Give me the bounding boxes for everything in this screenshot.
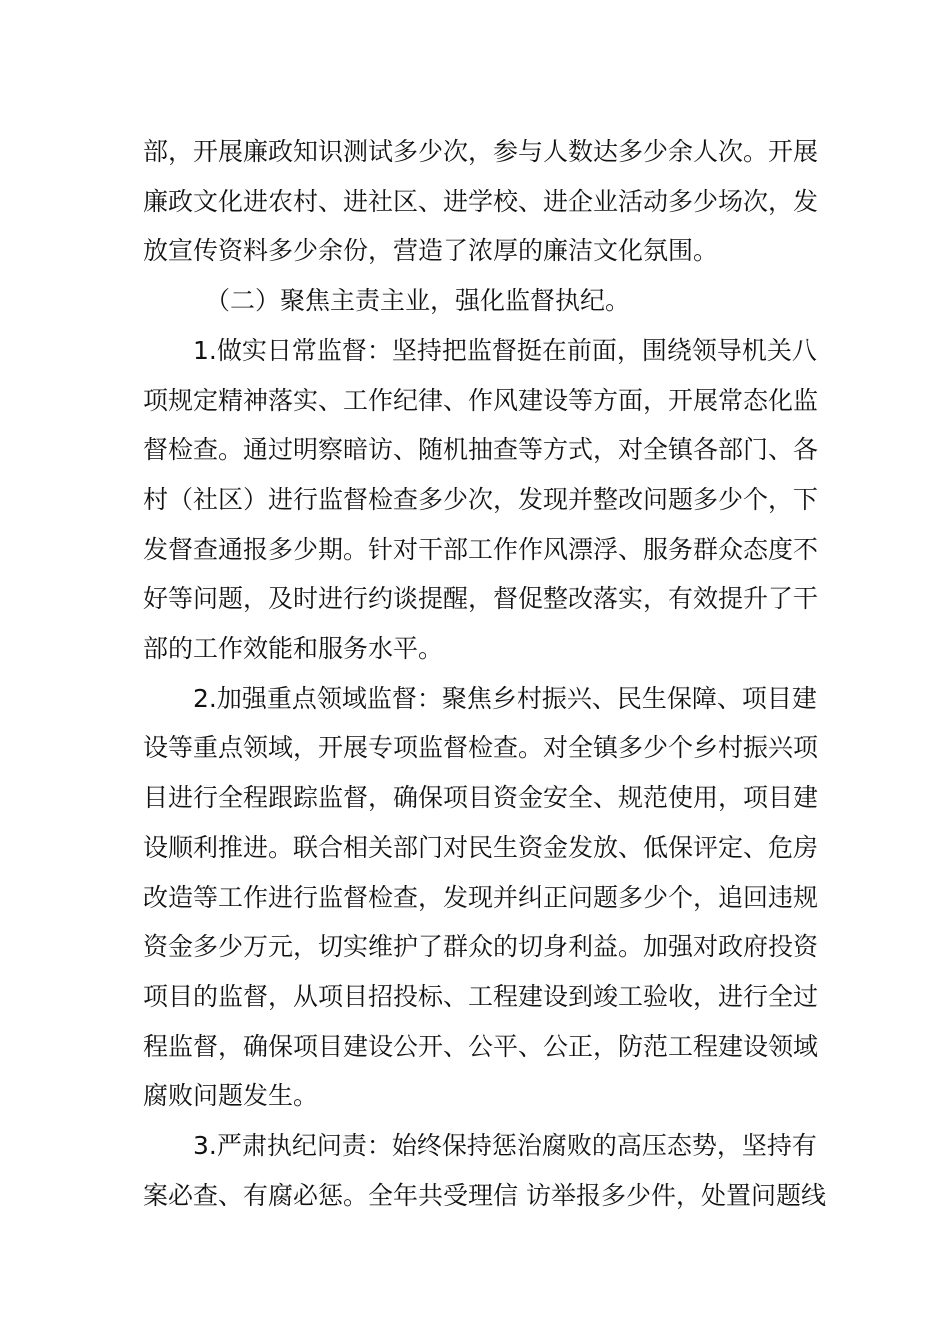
text-line: 好等问题，及时进行约谈提醒，督促整改落实，有效提升了干 [143, 584, 819, 614]
text-line: 发督查通报多少期。针对干部工作作风漂浮、服务群众态度不 [143, 534, 819, 564]
paragraph-item-3 [143, 1121, 826, 1220]
text-line: 腐败问题发生。 [143, 1081, 319, 1111]
text-line: 设顺利推进。联合相关部门对民生资金发放、低保评定、危房 [143, 832, 819, 862]
paragraph-continuation [143, 127, 819, 276]
text-line: 督检查。通过明察暗访、随机抽查等方式，对全镇各部门、各 [143, 435, 819, 465]
text-line: 3.严肃执纪问责：始终保持惩治腐败的高压态势，坚持有 [193, 1131, 817, 1161]
text-line: 改造等工作进行监督检查，发现并纠正问题多少个，追回违规 [143, 882, 819, 912]
document-body [143, 127, 826, 1220]
text-line: 部的工作效能和服务水平。 [143, 634, 444, 664]
text-line: 目进行全程跟踪监督，确保项目资金安全、规范使用，项目建 [143, 783, 819, 813]
text-line: 案必查、有腐必惩。全年共受理信 访举报多少件，处置问题线 [143, 1180, 826, 1210]
text-line: 放宣传资料多少余份，营造了浓厚的廉洁文化氛围。 [143, 236, 719, 266]
text-line: 项规定精神落实、工作纪律、作风建设等方面，开展常态化监 [143, 385, 819, 415]
text-line: 1.做实日常监督：坚持把监督挺在前面，围绕领导机关八 [193, 335, 817, 365]
paragraph-item-2 [143, 674, 819, 1121]
heading-line: （二）聚焦主责主业，强化监督执纪。 [205, 286, 631, 316]
text-line: 2.加强重点领域监督：聚焦乡村振兴、民生保障、项目建 [193, 683, 817, 713]
text-line: 村（社区）进行监督检查多少次，发现并整改问题多少个，下 [143, 484, 819, 514]
text-line: 项目的监督，从项目招投标、工程建设到竣工验收，进行全过 [143, 981, 819, 1011]
text-line: 廉政文化进农村、进社区、进学校、进企业活动多少场次，发 [143, 186, 819, 216]
text-line: 部，开展廉政知识测试多少次，参与人数达多少余人次。开展 [143, 137, 819, 166]
section-heading [143, 276, 813, 326]
text-line: 资金多少万元，切实维护了群众的切身利益。加强对政府投资 [143, 932, 819, 962]
text-line: 程监督，确保项目建设公开、公平、公正，防范工程建设领域 [143, 1031, 819, 1061]
text-line: 设等重点领域，开展专项监督检查。对全镇多少个乡村振兴项 [143, 733, 819, 763]
paragraph-item-1 [143, 326, 819, 674]
